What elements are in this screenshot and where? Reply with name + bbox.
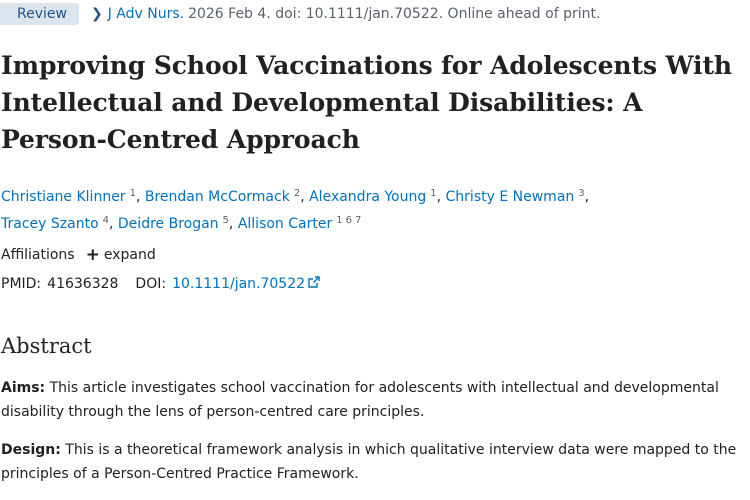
author-list <box>1 182 741 236</box>
author-affil-ref[interactable]: 4 <box>102 215 109 226</box>
author-affil-ref[interactable]: 2 <box>293 188 301 199</box>
identifiers-row <box>1 276 320 292</box>
plus-icon[interactable]: + <box>85 245 100 265</box>
chevron-right-icon[interactable]: ❯ <box>90 6 103 22</box>
author-item: Brendan McCormack $^2$, <box>144 188 305 205</box>
author-affil-ref[interactable]: 1 <box>430 188 437 199</box>
author-affil-ref[interactable]: 7 <box>354 215 362 226</box>
author-item: Deidre Brogan $^5$, <box>117 215 234 232</box>
citation-line <box>91 6 600 22</box>
external-link-icon[interactable] <box>308 276 320 292</box>
author-link[interactable]: Christiane Klinner <box>1 189 126 205</box>
design-label: Design: <box>1 442 61 458</box>
aims-label: Aims: <box>1 380 46 396</box>
author-affil-ref[interactable]: 5 <box>222 215 229 226</box>
author-affil-ref[interactable]: 6 <box>345 215 352 226</box>
citation-bar <box>0 3 600 25</box>
doi-label: DOI: <box>135 276 167 292</box>
author-item: Christiane Klinner $^1$, <box>1 188 141 205</box>
affiliations-label: Affiliations <box>1 247 75 263</box>
author-item: Tracey Szanto $^4$, <box>1 215 114 232</box>
abstract-aims <box>1 376 749 424</box>
author-affil-ref[interactable]: 1 <box>336 215 343 226</box>
review-badge: Review <box>0 3 79 25</box>
citation-details: 2026 Feb 4. doi: 10.1111/jan.70522. Online ahead of print. <box>188 6 601 22</box>
author-link[interactable]: Tracey Szanto <box>1 216 99 232</box>
author-affil-ref[interactable]: 1 <box>129 188 136 199</box>
abstract-design <box>1 438 749 486</box>
author-link[interactable]: Alexandra Young <box>309 189 427 205</box>
author-link[interactable]: Allison Carter <box>237 216 333 232</box>
affiliations-toggle[interactable] <box>1 247 156 263</box>
design-text: This is a theoretical framework analysis in which qualitative interview data were mapped to the principles of a Person-Centred Practice Framework. <box>1 442 737 482</box>
pmid-label: PMID: <box>1 276 42 292</box>
author-item <box>238 216 362 232</box>
author-link[interactable]: Brendan McCormack <box>144 189 290 205</box>
pmid-value: 41636328 <box>47 276 119 292</box>
doi-link[interactable]: 10.1111/jan.70522 <box>172 276 306 292</box>
author-item: Alexandra Young $^1$, <box>309 188 442 205</box>
aims-text: This article investigates school vaccination for adolescents with intellectual and developmental disability through the lens of person-centred care principles. <box>1 380 719 420</box>
author-link[interactable]: Deidre Brogan <box>117 216 219 232</box>
author-link[interactable]: Christy E Newman <box>445 189 575 205</box>
journal-link[interactable]: J Adv Nurs. <box>107 6 185 22</box>
author-item: Christy E Newman $^3$, <box>445 188 590 205</box>
abstract-heading: Abstract <box>1 334 92 358</box>
article-title: Improving School Vaccinations for Adolescents With Intellectual and Developmental Disabilities: A Person-Centred Approach <box>1 51 732 154</box>
author-affil-ref[interactable]: 3 <box>578 188 585 199</box>
expand-button[interactable]: expand <box>103 247 156 263</box>
